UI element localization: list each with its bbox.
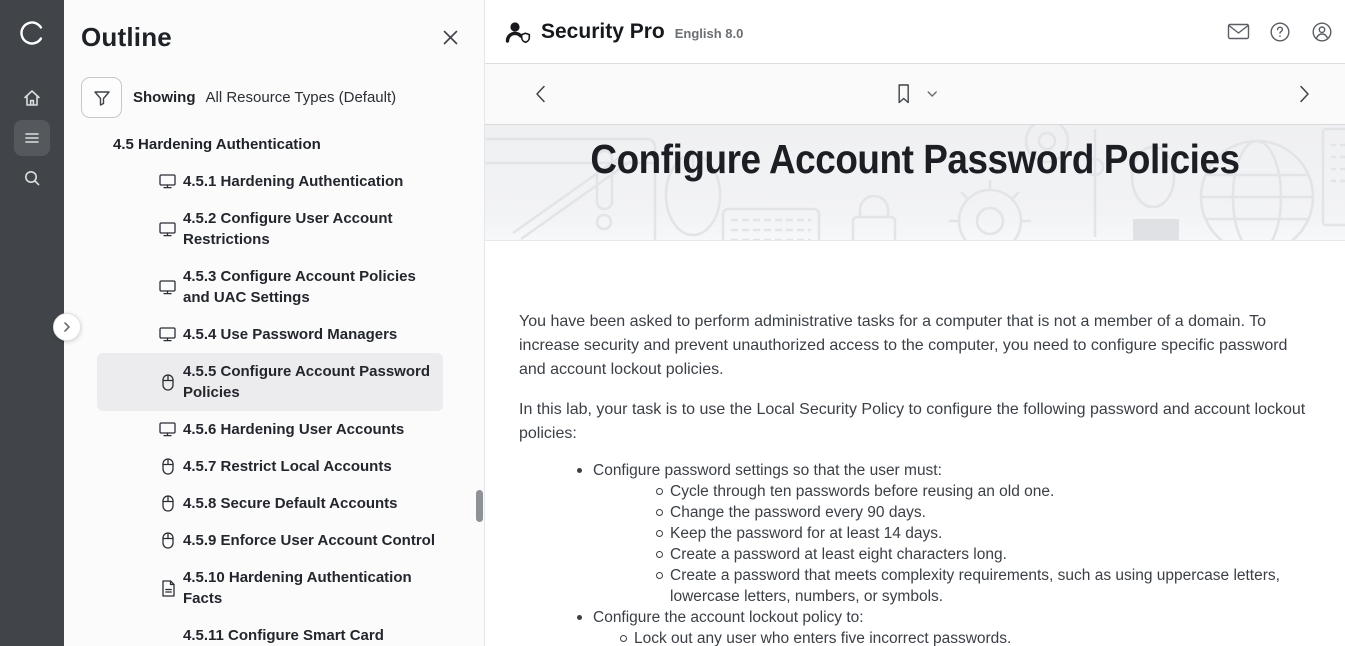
task-subitem: Create a password at least eight characters long. xyxy=(670,544,1317,565)
outline-item[interactable] xyxy=(97,559,443,617)
outline-item-label: 4.5.6 Hardening User Accounts xyxy=(183,421,405,438)
filter-row xyxy=(81,77,484,118)
task-list xyxy=(519,460,1317,646)
task-subitem: Keep the password for at least 14 days. xyxy=(670,523,1317,544)
menu-icon[interactable] xyxy=(14,120,50,156)
lesson-content xyxy=(485,241,1345,646)
bookmark-group xyxy=(896,84,938,105)
outline-item[interactable] xyxy=(97,522,443,559)
outline-header xyxy=(64,0,484,53)
task-sublist xyxy=(634,628,1317,646)
outline-section-label: 4.5 Hardening Authentication xyxy=(113,136,321,153)
video-icon xyxy=(159,279,176,296)
outline-title: Outline xyxy=(81,22,172,52)
video-icon xyxy=(159,173,176,190)
outline-item[interactable] xyxy=(97,316,443,353)
outline-item[interactable] xyxy=(97,163,443,200)
outline-item-label: 4.5.8 Secure Default Accounts xyxy=(183,495,398,512)
outline-item-label: 4.5.3 Configure Account Policies and UAC Settings xyxy=(183,268,416,306)
outline-item-label: 4.5.9 Enforce User Account Control xyxy=(183,532,435,549)
task-subitem: Lock out any user who enters five incorrect passwords. xyxy=(634,628,1317,646)
task-bullet-label: Configure the account lockout policy to: xyxy=(593,609,864,626)
lab-icon xyxy=(159,495,176,512)
product-brand[interactable] xyxy=(505,20,743,44)
brand-logo-icon[interactable] xyxy=(0,16,64,50)
no-icon xyxy=(159,627,176,644)
task-subitem: Cycle through ten passwords before reusing an old one. xyxy=(670,481,1317,502)
outline-panel xyxy=(64,0,485,646)
outline-item-label: 4.5.4 Use Password Managers xyxy=(183,326,398,343)
search-icon[interactable] xyxy=(14,160,50,196)
title-banner xyxy=(485,125,1345,241)
security-pro-icon xyxy=(505,20,532,44)
mail-icon[interactable] xyxy=(1226,20,1250,44)
help-icon[interactable] xyxy=(1268,20,1292,44)
bookmark-icon[interactable] xyxy=(896,84,912,105)
lesson-nav-bar xyxy=(485,64,1345,125)
account-icon[interactable] xyxy=(1310,20,1334,44)
home-icon[interactable] xyxy=(14,80,50,116)
outline-scrollbar[interactable] xyxy=(476,490,483,522)
lab-icon xyxy=(159,374,176,391)
video-icon xyxy=(159,421,176,438)
task-subitem: Change the password every 90 days. xyxy=(670,502,1317,523)
chevron-right-icon[interactable] xyxy=(1298,84,1311,104)
filter-label: Showing xyxy=(133,89,196,106)
lab-icon xyxy=(159,532,176,549)
outline-item[interactable] xyxy=(97,200,443,258)
video-icon xyxy=(159,326,176,343)
page-title: Configure Account Password Policies xyxy=(590,136,1240,182)
task-bullet-label: Configure password settings so that the user must: xyxy=(593,462,942,479)
chevron-right-icon xyxy=(62,321,72,333)
product-language: English 8.0 xyxy=(674,25,744,41)
panel-expand-button[interactable] xyxy=(53,313,81,341)
task-subitem: Create a password that meets complexity requirements, such as using uppercase letters, lowercase letters, numbers, or symbols. xyxy=(670,565,1317,607)
outline-item-label: 4.5.11 Configure Smart Card xyxy=(183,627,384,644)
outline-item-list xyxy=(97,163,443,646)
topbar-icons xyxy=(1226,20,1334,44)
filter-value[interactable]: All Resource Types (Default) xyxy=(205,89,397,106)
outline-item-label: 4.5.5 Configure Account Password Policies xyxy=(183,363,430,401)
outline-item-label: 4.5.1 Hardening Authentication xyxy=(183,173,404,190)
outline-item-label: 4.5.2 Configure User Account Restrictions xyxy=(183,210,393,248)
scenario-paragraph: You have been asked to perform administrative tasks for a computer that is not a member of a domain. To increase security and prevent unauthorized access to the computer, you need to configure specific password and account lockout policies. xyxy=(519,313,1288,378)
doc-icon xyxy=(159,580,176,597)
video-icon xyxy=(159,221,176,238)
outline-item[interactable] xyxy=(97,258,443,316)
outline-item-label: 4.5.7 Restrict Local Accounts xyxy=(183,458,392,475)
task-intro-paragraph: In this lab, your task is to use the Local Security Policy to configure the following password and account lockout policies: xyxy=(519,401,1306,442)
lab-icon xyxy=(159,458,176,475)
product-name: Security Pro xyxy=(541,19,665,43)
outline-item-label: 4.5.10 Hardening Authentication Facts xyxy=(183,569,412,607)
main-area xyxy=(485,0,1345,646)
top-bar xyxy=(485,0,1345,64)
chevron-left-icon[interactable] xyxy=(534,84,547,104)
outline-item[interactable] xyxy=(97,411,443,448)
outline-item[interactable] xyxy=(97,353,443,411)
outline-item[interactable] xyxy=(97,448,443,485)
task-bullet xyxy=(593,460,1317,607)
task-sublist xyxy=(670,481,1317,607)
task-bullet xyxy=(593,607,1317,646)
close-icon[interactable] xyxy=(441,28,460,47)
outline-item[interactable] xyxy=(97,617,443,646)
filter-funnel-icon[interactable] xyxy=(81,77,122,118)
outline-item[interactable] xyxy=(97,485,443,522)
chevron-down-icon[interactable] xyxy=(927,91,938,98)
